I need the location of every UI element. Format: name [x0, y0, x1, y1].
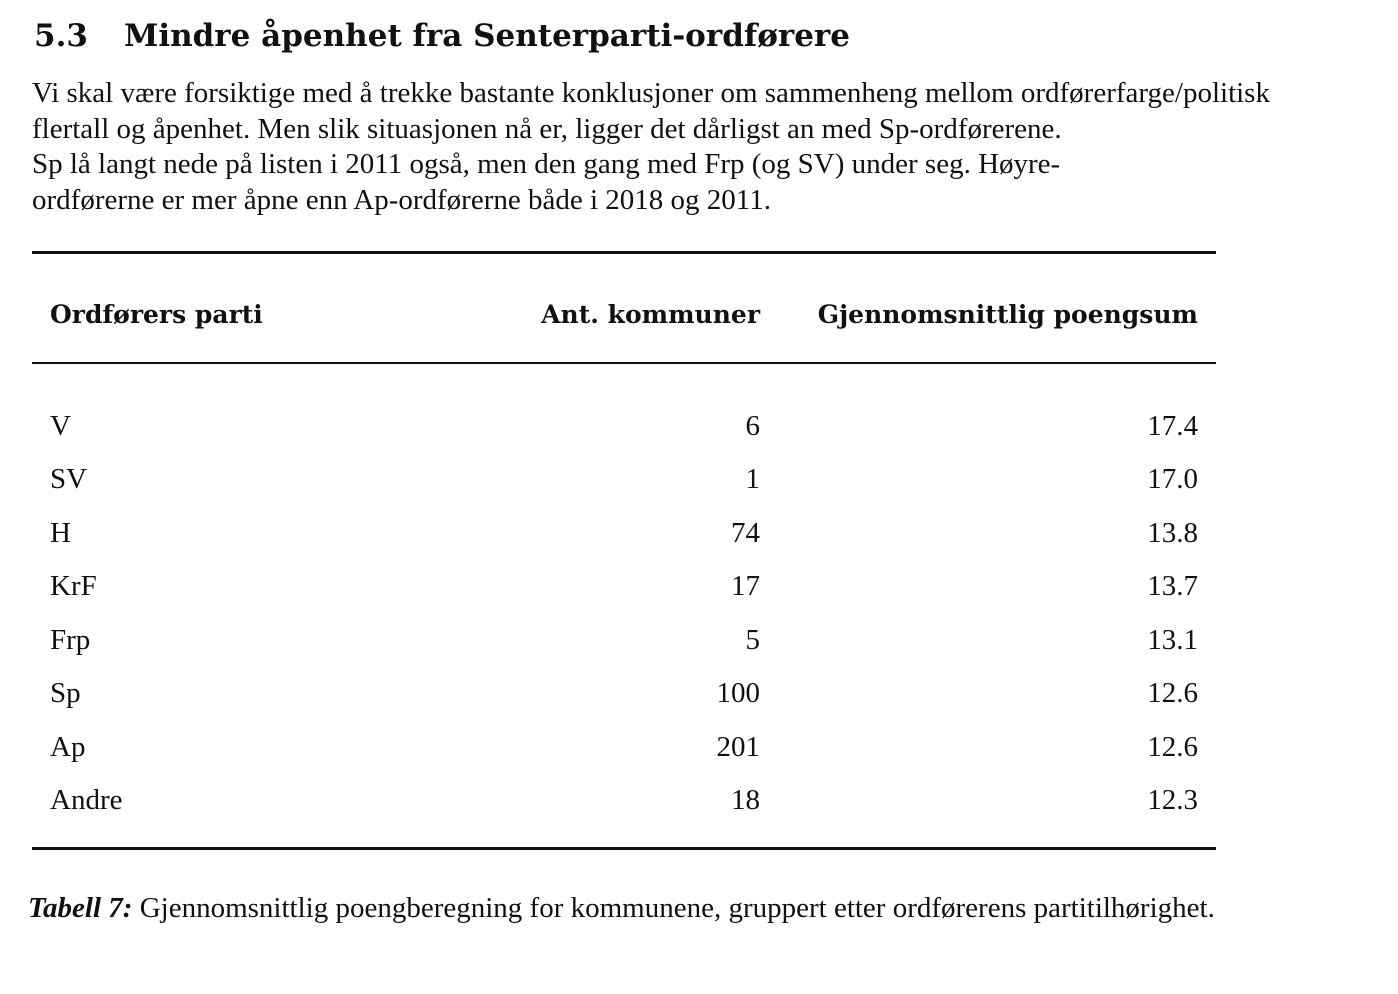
table-caption	[28, 890, 1218, 926]
section-number: 5.3	[34, 18, 88, 54]
score-cell: 13.8	[1147, 517, 1198, 549]
caption-label: Tabell 7:	[28, 892, 133, 924]
table-top-rule	[32, 251, 1216, 254]
paragraph-line: flertall og åpenhet. Men slik situasjonen nå er, ligger det dårligst an med Sp-ordførerene.	[32, 113, 1062, 145]
party-cell: H	[50, 517, 71, 549]
party-cell: SV	[50, 463, 88, 495]
score-cell: 13.1	[1147, 624, 1198, 656]
party-cell: Ap	[50, 731, 86, 763]
score-cell: 12.6	[1147, 677, 1198, 709]
table-bottom-rule	[32, 847, 1216, 850]
score-cell: 12.3	[1147, 784, 1198, 816]
column-header-party: Ordførers parti	[50, 300, 263, 329]
party-cell: Frp	[50, 624, 91, 656]
section-heading	[34, 14, 850, 58]
count-cell: 1	[745, 463, 760, 495]
party-cell: Sp	[50, 677, 81, 709]
column-header-score: Gjennomsnittlig poengsum	[817, 300, 1198, 329]
column-header-count: Ant. kommuner	[541, 300, 760, 329]
paragraph-line: Sp lå langt nede på listen i 2011 også, men den gang med Frp (og SV) under seg. Høyre-	[32, 148, 1061, 180]
count-cell: 5	[745, 624, 760, 656]
score-cell: 17.4	[1147, 410, 1198, 442]
count-cell: 201	[716, 731, 760, 763]
table-header-rule	[32, 362, 1216, 364]
score-cell: 13.7	[1147, 570, 1198, 602]
section-title: Mindre åpenhet fra Senterparti-ordførere	[124, 18, 850, 54]
count-cell: 18	[731, 784, 760, 816]
party-cell: V	[50, 410, 71, 442]
score-cell: 17.0	[1147, 463, 1198, 495]
paragraph-line: Vi skal være forsiktige med å trekke bastante konklusjoner om sammenheng mellom ordførerfarge/politisk	[32, 77, 1270, 109]
score-cell: 12.6	[1147, 731, 1198, 763]
party-cell: Andre	[50, 784, 123, 816]
paragraph-line: ordførerne er mer åpne enn Ap-ordførerne både i 2018 og 2011.	[32, 184, 771, 216]
caption-text: Gjennomsnittlig poengberegning for kommunene, gruppert etter ordførerens partitilhørighet.	[132, 892, 1215, 924]
count-cell: 74	[731, 517, 760, 549]
count-cell: 6	[745, 410, 760, 442]
count-cell: 17	[731, 570, 760, 602]
party-cell: KrF	[50, 570, 97, 602]
count-cell: 100	[716, 677, 760, 709]
